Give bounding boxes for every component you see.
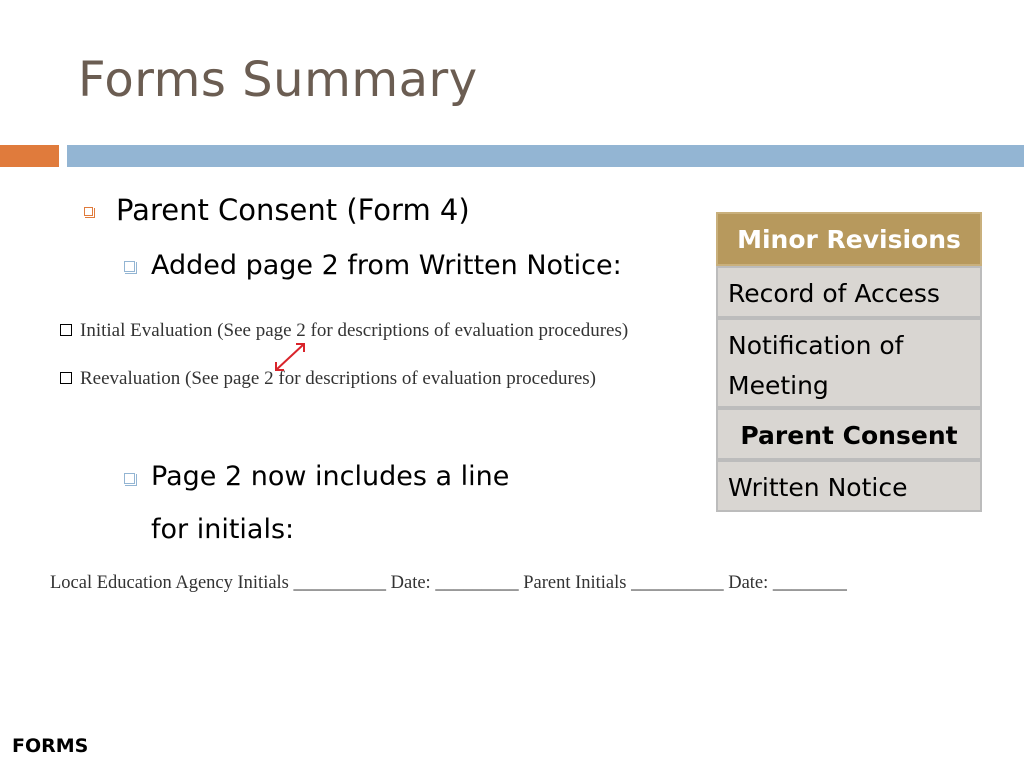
accent-bar-orange	[0, 145, 59, 167]
excerpt-reevaluation: Reevaluation (See page 2 for descriptions of evaluation procedures)	[80, 368, 596, 389]
bullet-parent-consent: Parent Consent (Form 4)	[116, 193, 470, 227]
table-header: Minor Revisions	[716, 212, 982, 266]
table-row-record-of-access: Record of Access	[716, 266, 982, 318]
bullet-page2-line1: Page 2 now includes a line	[151, 461, 510, 492]
bullet-page2-line2: for initials:	[151, 514, 295, 545]
accent-bar-blue	[67, 145, 1024, 167]
table-row-notification-of-meeting: Notification of Meeting	[716, 318, 982, 408]
checkbox-icon	[60, 324, 72, 336]
minor-revisions-table	[716, 212, 982, 512]
bullet-added-page: Added page 2 from Written Notice:	[151, 250, 622, 281]
table-row-written-notice: Written Notice	[716, 460, 982, 512]
excerpt-initial-evaluation: Initial Evaluation (See page 2 for descriptions of evaluation procedures)	[80, 320, 629, 341]
square-bullet-icon	[84, 207, 93, 216]
double-arrow-icon	[268, 336, 312, 378]
excerpt-initials-line: Local Education Agency Initials __________ Date: _________ Parent Initials __________ Date: ________	[50, 573, 847, 593]
square-bullet-icon	[124, 473, 135, 484]
table-row-parent-consent: Parent Consent	[716, 408, 982, 460]
square-bullet-icon	[124, 261, 135, 272]
slide-title: Forms Summary	[78, 52, 478, 108]
footer-label: FORMS	[12, 735, 89, 757]
checkbox-icon	[60, 372, 72, 384]
